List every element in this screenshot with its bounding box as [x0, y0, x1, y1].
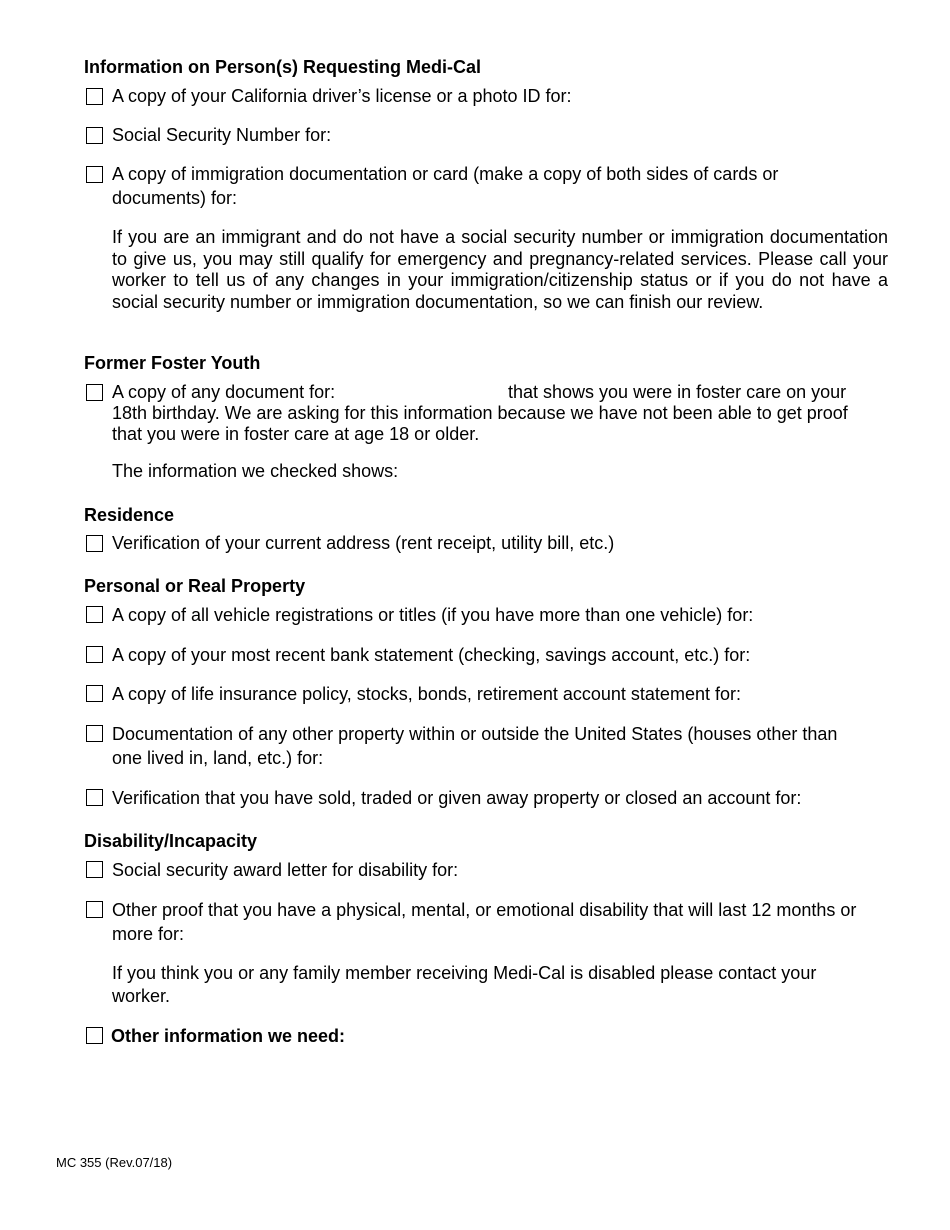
item-disability-proof-line1: Other proof that you have a physical, mental, or emotional disability that will last 12 months or: [112, 900, 857, 920]
item-photo-id: A copy of your California driver’s license or a photo ID for:: [112, 86, 572, 106]
checkbox-award-letter[interactable]: [86, 861, 103, 878]
section-heading-property: Personal or Real Property: [84, 576, 306, 596]
section-heading-residence: Residence: [84, 505, 175, 525]
disability-note-line1: If you think you or any family member receiving Medi-Cal is disabled please contact your: [112, 963, 817, 983]
item-disability-proof-line2: more for:: [112, 924, 185, 944]
foster-item-prefix: A copy of any document for:: [112, 382, 336, 402]
item-bank-statement: A copy of your most recent bank statement (checking, savings account, etc.) for:: [112, 645, 751, 665]
checkbox-sold-property[interactable]: [86, 789, 103, 806]
checkbox-immigration-docs[interactable]: [86, 166, 103, 183]
item-immigration-docs-line2: documents) for:: [112, 188, 238, 208]
foster-item-line2: 18th birthday. We are asking for this information because we have not been able to get proof: [112, 403, 848, 423]
item-vehicle-registrations: A copy of all vehicle registrations or titles (if you have more than one vehicle) for:: [112, 605, 754, 625]
item-life-insurance: A copy of life insurance policy, stocks, bonds, retirement account statement for:: [112, 684, 741, 704]
section-heading-disability: Disability/Incapacity: [84, 831, 258, 851]
item-other-property-line2: one lived in, land, etc.) for:: [112, 748, 324, 768]
checkbox-ssn[interactable]: [86, 127, 103, 144]
checkbox-disability-proof[interactable]: [86, 901, 103, 918]
checkbox-other-property[interactable]: [86, 725, 103, 742]
checkbox-vehicle-registrations[interactable]: [86, 606, 103, 623]
checkbox-bank-statement[interactable]: [86, 646, 103, 663]
item-immigration-docs-line1: A copy of immigration documentation or card (make a copy of both sides of cards or: [112, 164, 779, 184]
item-other-property-line1: Documentation of any other property within or outside the United States (houses other than: [112, 724, 838, 744]
item-current-address: Verification of your current address (rent receipt, utility bill, etc.): [112, 533, 615, 553]
checkbox-other-information[interactable]: [86, 1027, 103, 1044]
foster-item-line3: that you were in foster care at age 18 or older.: [112, 424, 480, 444]
foster-item-line1-rest: that shows you were in foster care on your: [508, 382, 847, 402]
checkbox-life-insurance[interactable]: [86, 685, 103, 702]
immigration-note: If you are an immigrant and do not have a social security number or immigration documentation to give us, you may still qualify for emergency and pregnancy-related services. Please call your worker to tell us of any changes in your immigration/citizenship status or if you do not have a social security number or immigration documentation, so we can finish our review.: [112, 227, 888, 312]
checkbox-foster-document[interactable]: [86, 384, 103, 401]
checkbox-current-address[interactable]: [86, 535, 103, 552]
other-information-label: Other information we need:: [111, 1026, 346, 1046]
checkbox-photo-id[interactable]: [86, 88, 103, 105]
item-award-letter: Social security award letter for disability for:: [112, 860, 459, 880]
item-ssn: Social Security Number for:: [112, 125, 332, 145]
section-heading-info: Information on Person(s) Requesting Medi-Cal: [84, 57, 482, 77]
disability-note-line2: worker.: [112, 986, 171, 1006]
item-sold-property: Verification that you have sold, traded or given away property or closed an account for:: [112, 788, 802, 808]
foster-checked-shows: The information we checked shows:: [112, 461, 399, 481]
form-id-footer: MC 355 (Rev.07/18): [56, 1155, 173, 1170]
section-heading-foster: Former Foster Youth: [84, 353, 261, 373]
